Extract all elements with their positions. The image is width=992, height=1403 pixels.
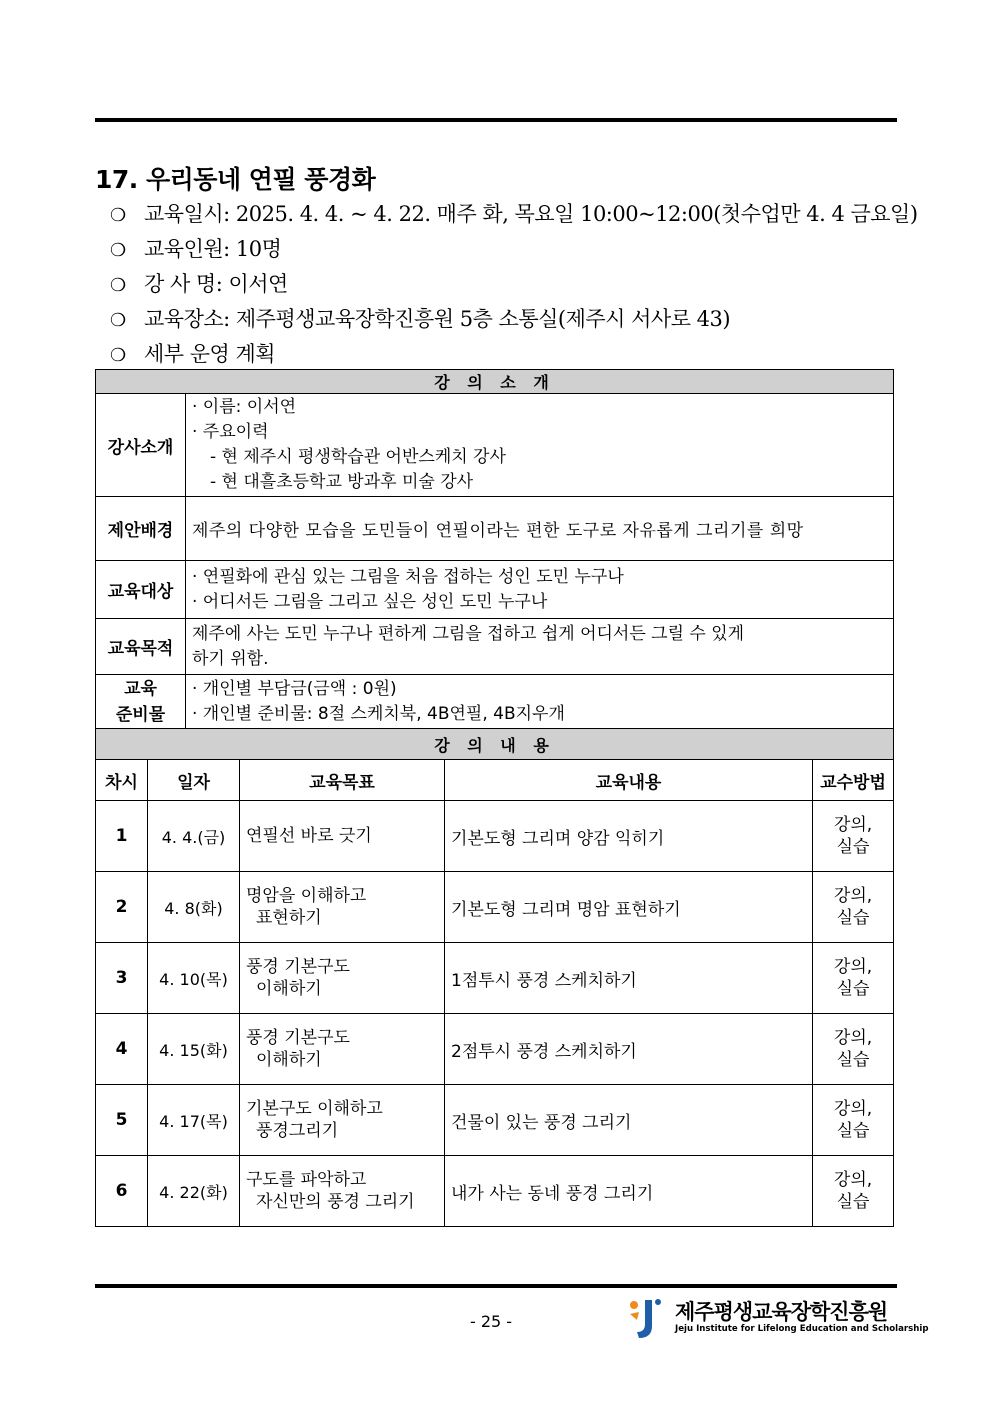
session-number: 3 [96,943,148,1014]
session-date: 4. 4.(금) [148,801,240,872]
session-method: 강의, 실습 [813,801,894,872]
session-goal: 구도를 파악하고 자신만의 풍경 그리기 [240,1156,445,1227]
info-bullet [110,337,910,372]
session-content: 건물이 있는 풍경 그리기 [445,1085,813,1156]
session-goal: 명암을 이해하고 표현하기 [240,872,445,943]
table-row [96,801,894,872]
table-row [96,872,894,943]
goal-detail: 제주에 사는 도민 누구나 편하게 그림을 접하고 쉽게 어디서든 그릴 수 있게 하기 위함. [186,619,894,675]
course-plan-table [95,369,894,1227]
instructor-label: 강사소개 [96,394,186,497]
session-date: 4. 17(목) [148,1085,240,1156]
page-number: - 25 - [470,1312,513,1331]
session-goal: 풍경 기본구도 이해하기 [240,943,445,1014]
col-header-date: 일자 [148,760,240,801]
target-detail: · 연필화에 관심 있는 그림을 처음 접하는 성인 도민 누구나 · 어디서든 그림을 그리고 싶은 성인 도민 누구나 [186,561,894,619]
table-row [96,1156,894,1227]
section-heading: 17. 우리동네 연필 풍경화 [95,165,376,194]
bottom-rule [95,1284,897,1288]
session-method: 강의, 실습 [813,943,894,1014]
session-content: 내가 사는 동네 풍경 그리기 [445,1156,813,1227]
intro-section-title: 강 의 소 개 [96,370,894,394]
goal-label: 교육목적 [96,619,186,675]
session-date: 4. 8(화) [148,872,240,943]
materials-label: 교육 준비물 [96,675,186,729]
info-bullet [110,197,918,232]
info-bullet [110,267,910,302]
org-logo-mark-icon [625,1296,669,1340]
bullet-text: 교육일시: 2025. 4. 4. ~ 4. 22. 매주 화, 목요일 10:00~12:00(첫수업만 4. 4 금요일) [144,202,918,226]
materials-detail: · 개인별 부담금(금액 : 0원) · 개인별 준비물: 8절 스케치북, 4B연필, 4B지우개 [186,675,894,729]
session-content: 2점투시 풍경 스케치하기 [445,1014,813,1085]
session-method: 강의, 실습 [813,872,894,943]
org-name-english: Jeju Institute for Lifelong Education and Scholarship [675,1324,929,1334]
bullet-text: 교육인원: 10명 [144,237,282,261]
table-row [96,943,894,1014]
table-row [96,1014,894,1085]
col-header-method: 교수방법 [813,760,894,801]
info-bullet-list [110,197,918,372]
session-date: 4. 22(화) [148,1156,240,1227]
bullet-text: 세부 운영 계획 [144,342,276,366]
session-content: 1점투시 풍경 스케치하기 [445,943,813,1014]
org-name: 제주평생교육장학진흥원 [675,1300,888,1324]
col-header-content: 교육내용 [445,760,813,801]
bullet-marker-icon: ❍ [110,345,126,366]
info-bullet [110,232,910,267]
session-goal: 풍경 기본구도 이해하기 [240,1014,445,1085]
session-number: 2 [96,872,148,943]
session-content: 기본도형 그리며 양감 익히기 [445,801,813,872]
session-goal: 연필선 바로 긋기 [240,801,445,872]
background-label: 제안배경 [96,497,186,561]
top-rule [95,118,897,122]
info-bullet [110,302,910,337]
bullet-marker-icon: ❍ [110,205,126,226]
session-date: 4. 10(목) [148,943,240,1014]
bullet-text: 교육장소: 제주평생교육장학진흥원 5층 소통실(제주시 서사로 43) [144,307,731,331]
bullet-marker-icon: ❍ [110,310,126,331]
session-number: 1 [96,801,148,872]
session-method: 강의, 실습 [813,1085,894,1156]
col-header-goal: 교육목표 [240,760,445,801]
session-method: 강의, 실습 [813,1156,894,1227]
content-section-title: 강 의 내 용 [96,729,894,760]
bullet-marker-icon: ❍ [110,240,126,261]
col-header-session: 차시 [96,760,148,801]
table-row [96,1085,894,1156]
session-goal: 기본구도 이해하고 풍경그리기 [240,1085,445,1156]
instructor-detail: · 이름: 이서연 · 주요이력 - 현 제주시 평생학습관 어반스케치 강사 - 현 대흘초등학교 방과후 미술 강사 [186,394,894,497]
session-content: 기본도형 그리며 명암 표현하기 [445,872,813,943]
session-number: 5 [96,1085,148,1156]
session-number: 4 [96,1014,148,1085]
content-header-row [96,760,894,801]
session-method: 강의, 실습 [813,1014,894,1085]
org-logo [625,1294,929,1340]
session-date: 4. 15(화) [148,1014,240,1085]
target-label: 교육대상 [96,561,186,619]
bullet-marker-icon: ❍ [110,275,126,296]
background-text: 제주의 다양한 모습을 도민들이 연필이라는 편한 도구로 자유롭게 그리기를 희망 [186,497,894,561]
bullet-text: 강 사 명: 이서연 [144,272,288,296]
session-number: 6 [96,1156,148,1227]
